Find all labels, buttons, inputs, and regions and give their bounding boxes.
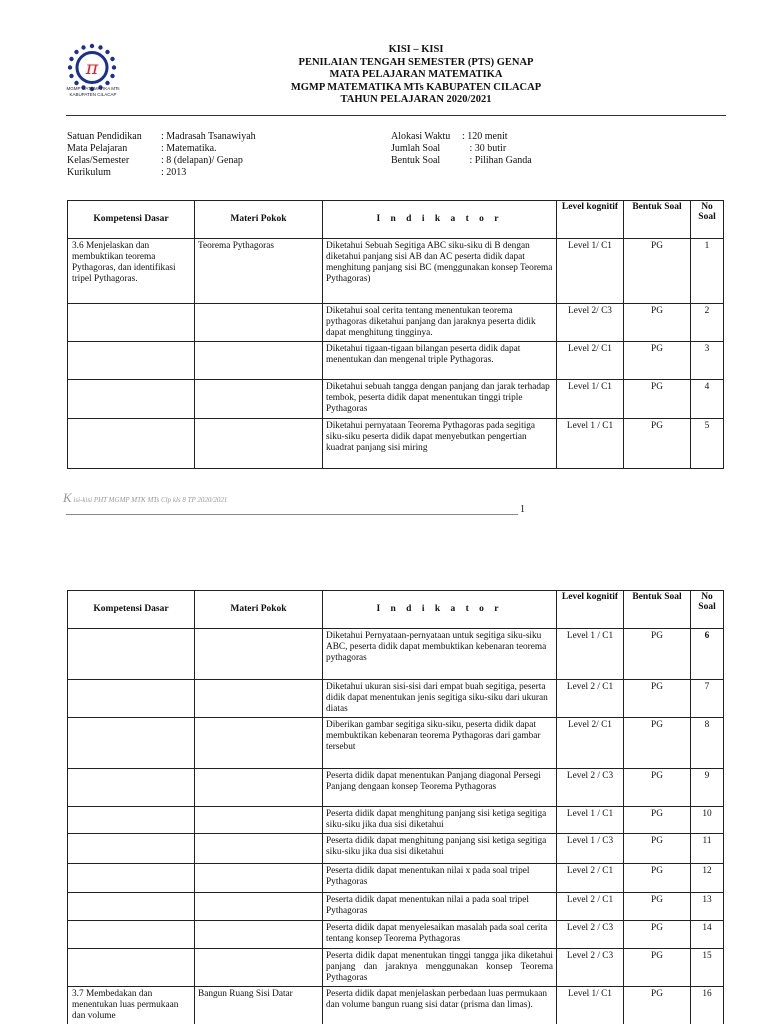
cell-materi — [195, 949, 323, 987]
cell-kd — [68, 680, 195, 718]
table-row — [68, 380, 724, 419]
cell-level: Level 2 / C1 — [557, 893, 624, 921]
cell-level: Level 2/ C1 — [557, 718, 624, 769]
cell-kd — [68, 864, 195, 893]
cell-materi — [195, 921, 323, 949]
cell-materi — [195, 342, 323, 380]
table-row — [68, 304, 724, 342]
identity-right — [391, 131, 532, 167]
meta-row-mapel — [67, 143, 256, 155]
cell-level: Level 1 / C1 — [557, 419, 624, 469]
cell-level: Level 1/ C1 — [557, 987, 624, 1024]
meta-key: Alokasi Waktu — [391, 131, 451, 142]
logo-caption: MGMP MATEMATIKA MTs KABUPATEN CILACAP — [66, 86, 120, 97]
cell-level: Level 2 / C1 — [557, 680, 624, 718]
cell-materi — [195, 419, 323, 469]
cell-no: 8 — [691, 718, 724, 769]
cell-materi — [195, 893, 323, 921]
cell-no: 3 — [691, 342, 724, 380]
cell-no: 10 — [691, 807, 724, 834]
header-indikator: I n d i k a t o r — [323, 591, 557, 629]
header-no-soal: No Soal — [691, 591, 724, 629]
document-title — [250, 44, 582, 107]
meta-value: : Madrasah Tsanawiyah — [161, 131, 256, 142]
cell-no: 11 — [691, 834, 724, 864]
page-2 — [0, 540, 768, 1024]
table-row — [68, 893, 724, 921]
meta-row-kelas — [67, 155, 256, 167]
cell-indikator: Diketahui tigaan-tigaan bilangan peserta didik dapat menentukan dan mengenal triple Pythagoras. — [323, 342, 557, 380]
header-bentuk-soal: Bentuk Soal — [624, 201, 691, 239]
header-divider — [66, 115, 726, 116]
cell-no: 9 — [691, 769, 724, 807]
cell-bentuk: PG — [624, 629, 691, 680]
table-row — [68, 769, 724, 807]
cell-bentuk: PG — [624, 834, 691, 864]
meta-key: Jumlah Soal — [391, 143, 441, 154]
cell-level: Level 1/ C1 — [557, 239, 624, 304]
cell-bentuk: PG — [624, 769, 691, 807]
header-kompetensi-dasar: Kompetensi Dasar — [68, 591, 195, 629]
header-kompetensi-dasar: Kompetensi Dasar — [68, 201, 195, 239]
cell-bentuk: PG — [624, 864, 691, 893]
cell-no: 6 — [691, 629, 724, 680]
cell-kd — [68, 342, 195, 380]
cell-indikator: Peserta didik dapat menentukan Panjang diagonal Persegi Panjang dengaan konsep Teorema Pythagoras — [323, 769, 557, 807]
cell-indikator: Peserta didik dapat menentukan nilai a pada soal tripel Pythagoras — [323, 893, 557, 921]
cell-level: Level 1 / C3 — [557, 834, 624, 864]
meta-value: : 120 menit — [462, 131, 508, 142]
identity-left — [67, 131, 256, 179]
cell-materi — [195, 304, 323, 342]
header-level-kognitif: Level kognitif — [557, 201, 624, 239]
meta-value: : 30 butir — [462, 143, 507, 154]
footer-text: isi-kisi PHT MGMP MTK MTs Clp kls 8 TP 2020/2021 — [71, 496, 228, 504]
cell-bentuk: PG — [624, 419, 691, 469]
cell-materi — [195, 718, 323, 769]
meta-row-bentuk — [391, 155, 532, 167]
cell-level: Level 2 / C1 — [557, 864, 624, 893]
header-indikator: I n d i k a t o r — [323, 201, 557, 239]
header-no-soal: No Soal — [691, 201, 724, 239]
cell-no: 1 — [691, 239, 724, 304]
footer-divider — [66, 514, 518, 515]
cell-level: Level 2 / C3 — [557, 921, 624, 949]
table-row — [68, 239, 724, 304]
header-level-kognitif: Level kognitif — [557, 591, 624, 629]
table-row — [68, 419, 724, 469]
cell-no: 5 — [691, 419, 724, 469]
cell-no: 13 — [691, 893, 724, 921]
cell-kd — [68, 419, 195, 469]
cell-indikator: Diketahui Pernyataan-pernyataan untuk segitiga siku-siku ABC, peserta didik dapat membuktikan kebenaran teorema pythagoras — [323, 629, 557, 680]
cell-indikator: Diketahui sebuah tangga dengan panjang dan jarak terhadap tembok, peserta didik dapat menentukan tinggi triple Pythagoras — [323, 380, 557, 419]
meta-value: : Pilihan Ganda — [462, 155, 532, 166]
cell-kd — [68, 807, 195, 834]
table-row — [68, 342, 724, 380]
title-line-2: PENILAIAN TENGAH SEMESTER (PTS) GENAP — [298, 56, 534, 68]
title-line-5: TAHUN PELAJARAN 2020/2021 — [340, 94, 492, 105]
cell-kd — [68, 629, 195, 680]
cell-no: 4 — [691, 380, 724, 419]
cell-materi — [195, 834, 323, 864]
meta-key: Bentuk Soal — [391, 155, 441, 166]
cell-level: Level 1 / C1 — [557, 807, 624, 834]
title-line-1: KISI – KISI — [388, 44, 444, 55]
table-row — [68, 921, 724, 949]
cell-kd: 3.7 Membedakan dan menentukan luas permukaan dan volume — [68, 987, 195, 1024]
cell-level: Level 2 / C3 — [557, 949, 624, 987]
cell-level: Level 2 / C3 — [557, 769, 624, 807]
cell-no: 15 — [691, 949, 724, 987]
cell-indikator: Peserta didik dapat menyelesaikan masalah pada soal cerita tentang konsep Teorema Pythagoras — [323, 921, 557, 949]
cell-level: Level 2/ C3 — [557, 304, 624, 342]
cell-level: Level 2/ C1 — [557, 342, 624, 380]
cell-kd — [68, 380, 195, 419]
cell-kd — [68, 718, 195, 769]
cell-kd — [68, 304, 195, 342]
table-row — [68, 949, 724, 987]
cell-kd — [68, 949, 195, 987]
cell-materi — [195, 629, 323, 680]
cell-no: 14 — [691, 921, 724, 949]
cell-bentuk: PG — [624, 342, 691, 380]
header-materi-pokok: Materi Pokok — [195, 201, 323, 239]
title-line-4: MGMP MATEMATIKA MTs KABUPATEN CILACAP — [290, 81, 542, 93]
meta-value: : Matematika. — [161, 143, 217, 154]
cell-level: Level 1/ C1 — [557, 380, 624, 419]
page-footer-note — [63, 490, 227, 506]
cell-kd: 3.6 Menjelaskan dan membuktikan teorema Pythagoras, dan identifikasi tripel Pythagoras. — [68, 239, 195, 304]
cell-kd — [68, 834, 195, 864]
cell-indikator: Peserta didik dapat menentukan tinggi tangga jika diketahui panjang dan jaraknya menggunakan konsep Teorema Pythagoras — [323, 949, 557, 987]
cell-bentuk: PG — [624, 807, 691, 834]
cell-bentuk: PG — [624, 921, 691, 949]
table-header-row — [68, 201, 724, 239]
cell-materi — [195, 680, 323, 718]
table-row — [68, 629, 724, 680]
cell-indikator: Diketahui ukuran sisi-sisi dari empat buah segitiga, peserta didik dapat menentukan jenis segitiga siku-siku dari ukuran diatas — [323, 680, 557, 718]
table-row — [68, 987, 724, 1024]
table-row — [68, 834, 724, 864]
kisi-table-page-2 — [67, 590, 724, 1024]
meta-key: Mata Pelajaran — [67, 143, 128, 154]
cell-bentuk: PG — [624, 718, 691, 769]
cell-materi — [195, 380, 323, 419]
meta-row-satuan — [67, 131, 256, 143]
cell-kd — [68, 921, 195, 949]
cell-bentuk: PG — [624, 239, 691, 304]
cell-materi — [195, 769, 323, 807]
cell-materi: Bangun Ruang Sisi Datar — [195, 987, 323, 1024]
cell-indikator: Diketahui pernyataan Teorema Pythagoras pada segitiga siku-siku peserta didik dapat menyebutkan pengertian kuadrat panjang sisi miring — [323, 419, 557, 469]
footer-initial: K — [63, 490, 72, 505]
meta-value: : 2013 — [161, 167, 187, 178]
cell-no: 7 — [691, 680, 724, 718]
cell-bentuk: PG — [624, 949, 691, 987]
cell-bentuk: PG — [624, 304, 691, 342]
table-row — [68, 864, 724, 893]
cell-bentuk: PG — [624, 680, 691, 718]
table-row — [68, 718, 724, 769]
kisi-table-page-1 — [67, 200, 724, 469]
title-line-3: MATA PELAJARAN MATEMATIKA — [329, 69, 503, 80]
cell-indikator: Diberikan gambar segitiga siku-siku, peserta didik dapat membuktikan kebenaran teorema Pythagoras dari gambar tersebut — [323, 718, 557, 769]
cell-no: 16 — [691, 987, 724, 1024]
cell-materi — [195, 864, 323, 893]
cell-indikator: Peserta didik dapat menentukan nilai x pada soal tripel Pythagoras — [323, 864, 557, 893]
cell-kd — [68, 893, 195, 921]
table-header-row — [68, 591, 724, 629]
meta-row-jumlah — [391, 143, 532, 155]
cell-indikator: Peserta didik dapat menghitung panjang sisi ketiga segitiga siku-siku jika dua sisi diketahui — [323, 807, 557, 834]
meta-key: Satuan Pendidikan — [67, 131, 142, 142]
meta-key: Kelas/Semester — [67, 155, 130, 166]
cell-materi — [195, 807, 323, 834]
table-row — [68, 680, 724, 718]
cell-no: 12 — [691, 864, 724, 893]
pi-symbol: π — [85, 57, 99, 79]
cell-bentuk: PG — [624, 987, 691, 1024]
header-bentuk-soal: Bentuk Soal — [624, 591, 691, 629]
meta-key: Kurikulum — [67, 167, 111, 178]
table-row — [68, 807, 724, 834]
cell-indikator: Peserta didik dapat menjelaskan perbedaan luas permukaan dan volume bangun ruang sisi datar (prisma dan limas). — [323, 987, 557, 1024]
cell-indikator: Peserta didik dapat menghitung panjang sisi ketiga segitiga siku-siku jika dua sisi diketahui — [323, 834, 557, 864]
cell-bentuk: PG — [624, 893, 691, 921]
cell-kd — [68, 769, 195, 807]
cell-level: Level 1 / C1 — [557, 629, 624, 680]
cell-indikator: Diketahui soal cerita tentang menentukan teorema pythagoras diketahui panjang dan jaraknya peserta didik dapat menghitung tingginya. — [323, 304, 557, 342]
page-number: 1 — [520, 504, 525, 515]
cell-materi: Teorema Pythagoras — [195, 239, 323, 304]
meta-value: : 8 (delapan)/ Genap — [161, 155, 243, 166]
cell-indikator: Diketahui Sebuah Segitiga ABC siku-siku di B dengan diketahui panjang sisi AB dan AC peserta didik dapat menghitung panjang sisi BC (menggunakan konsep Teorema Pythagoras) — [323, 239, 557, 304]
cell-bentuk: PG — [624, 380, 691, 419]
meta-row-alokasi — [391, 131, 532, 143]
header-materi-pokok: Materi Pokok — [195, 591, 323, 629]
meta-row-kurikulum — [67, 167, 256, 179]
cell-no: 2 — [691, 304, 724, 342]
